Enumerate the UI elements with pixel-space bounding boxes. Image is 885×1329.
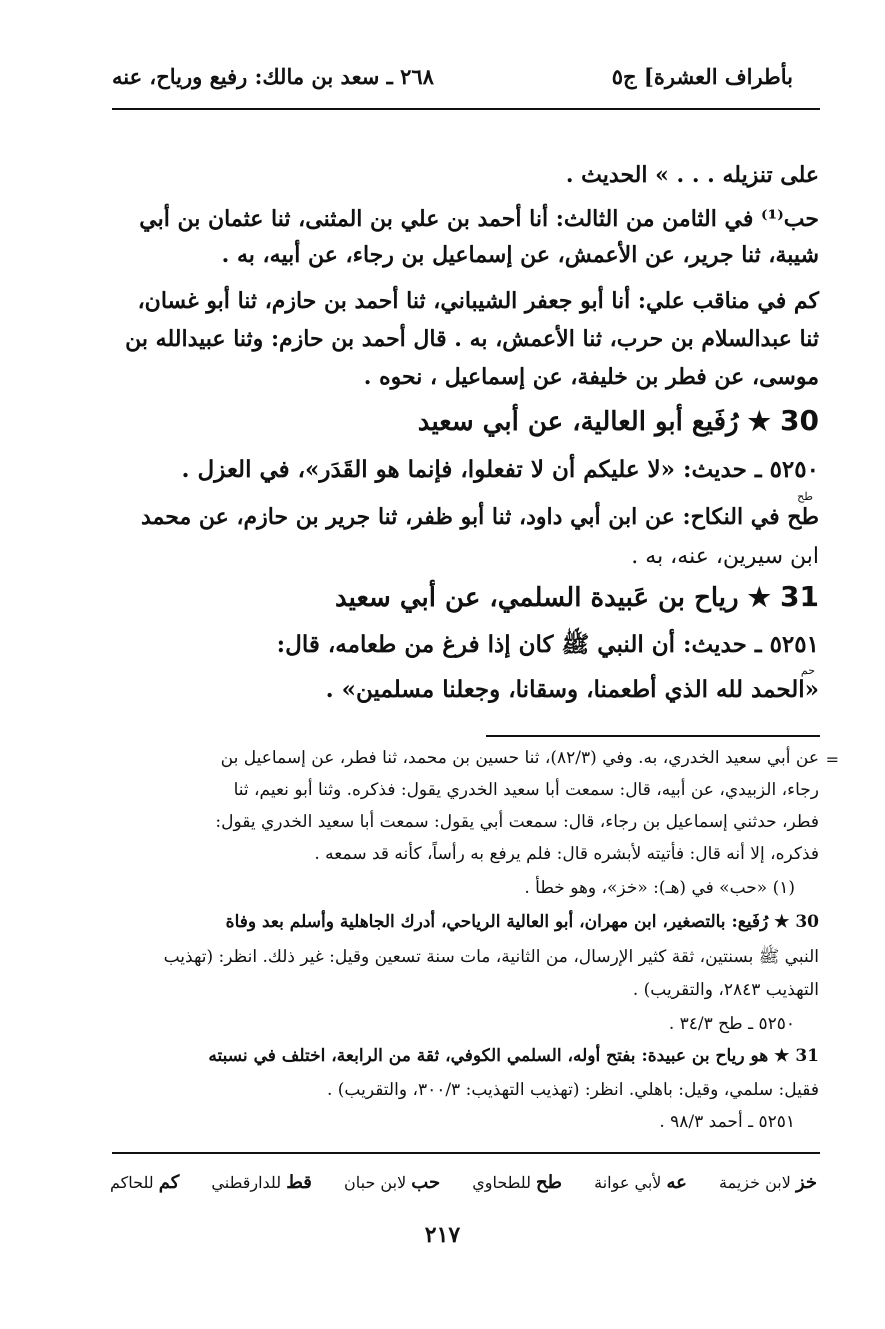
body-line: شيبة، ثنا جرير، عن الأعمش، عن إسماعيل بن رجاء، عن أبيه، به .: [221, 242, 819, 268]
legend-item: قط للدارقطني: [211, 1172, 312, 1193]
footnote-line: التهذيب ٢٨٤٣، والتقريب) .: [632, 980, 819, 1000]
footnote-line: 31 ★ هو رياح بن عبيدة: بفتح أوله، السلمي الكوفي، ثقة من الرابعة، اختلف في نسبته: [208, 1046, 819, 1066]
body-line: ثنا عبدالسلام بن حرب، ثنا الأعمش، به . قال أحمد بن حازم: وثنا عبيدالله بن: [125, 326, 819, 352]
star-icon: ★: [747, 583, 771, 613]
legend-item: كم للحاكم: [110, 1172, 180, 1193]
entry-30-heading: [418, 404, 819, 437]
header-rule: [112, 108, 820, 110]
legend-item: عه لأبي عوانة: [594, 1172, 687, 1193]
page-number: ٢١٧: [424, 1222, 461, 1248]
body-line: ابن سيرين، عنه، به .: [631, 544, 819, 569]
continuation-mark: =: [825, 750, 839, 769]
hadith-5251: ٥٢٥١ ـ حديث: أن النبي ﷺ كان إذا فرغ من طعامه، قال:: [276, 631, 819, 658]
entry-title: رياح بن عَبيدة السلمي، عن أبي سعيد: [334, 583, 739, 613]
footnote-rule: [486, 735, 820, 737]
hadith-5250: ٥٢٥٠ ـ حديث: «لا عليكم أن لا تفعلوا، فإنما هو القَدَر»، في العزل .: [181, 456, 819, 483]
abbreviation-legend: [110, 1172, 817, 1193]
footnote-line: فطر، حدثني إسماعيل بن رجاء، قال: سمعت أبي يقول: سمعت أبا سعيد الخدري يقول:: [215, 812, 819, 832]
body-line: طح في النكاح: عن ابن أبي داود، ثنا أبو ظفر، ثنا جرير بن حازم، عن محمد: [141, 504, 819, 530]
body-line: على تنزيله . . . » الحديث .: [565, 162, 819, 188]
running-header-volume: بأطراف العشرة] ج٥: [611, 64, 793, 89]
legend-rule: [112, 1152, 820, 1154]
star-icon: ★: [747, 407, 771, 437]
footnote-line: فذكره، إلا أنه قال: فأتيته لأبشره قال: فلم يرفع به رأساً، كأنه قد سمعه .: [314, 844, 819, 864]
footnote-line: ٥٢٥١ ـ أحمد ٩٨/٣ .: [659, 1112, 795, 1132]
running-header-section: ٢٦٨ ـ سعد بن مالك: رفيع ورياح، عنه: [112, 64, 434, 89]
footnote-line: عن أبي سعيد الخدري، به. وفي (٨٢/٣)، ثنا حسين بن محمد، ثنا فطر، عن إسماعيل بن: [220, 748, 819, 768]
footnote-line: ٥٢٥٠ ـ طح ٣٤/٣ .: [668, 1014, 795, 1034]
body-line: موسى، عن فطر بن خليفة، عن إسماعيل ، نحوه .: [363, 364, 819, 390]
footnote-line: رجاء، الزبيدي، عن أبيه، قال: سمعت أبا سعيد الخدري يقول: فذكره. وثنا أبو نعيم، ثنا: [233, 780, 819, 800]
body-line: حب⁽¹⁾ في الثامن من الثالث: أنا أحمد بن علي بن المثنى، ثنا عثمان بن أبي: [139, 206, 819, 232]
legend-item: حب لابن حبان: [344, 1172, 441, 1193]
footnote-line: فقيل: سلمي، وقيل: باهلي. انظر: (تهذيب التهذيب: ٣٠٠/٣، والتقريب) .: [326, 1080, 819, 1100]
legend-item: خز لابن خزيمة: [719, 1172, 817, 1193]
legend-item: طح للطحاوي: [472, 1172, 562, 1193]
hadith-text: «الحمد لله الذي أطعمنا، وسقانا، وجعلنا مسلمين» .: [325, 676, 819, 703]
footnote-line: (١) «حب» في (هـ): «خز»، وهو خطأ .: [524, 878, 795, 898]
entry-title: رُفَيع أبو العالية، عن أبي سعيد: [417, 407, 739, 437]
footnote-line: النبي ﷺ بسنتين، ثقة كثير الإرسال، من الثانية، مات سنة تسعين وقيل: غير ذلك. انظر: (تهذيب: [163, 947, 819, 967]
entry-31-heading: [335, 580, 819, 613]
entry-number: 31: [780, 580, 819, 613]
body-line: كم في مناقب علي: أنا أبو جعفر الشيباني، ثنا أحمد بن حازم، ثنا أبو غسان،: [137, 288, 819, 314]
entry-number: 30: [780, 404, 819, 437]
footnote-line: 30 ★ رُفَيع: بالتصغير، ابن مهران، أبو العالية الرياحي، أدرك الجاهلية وأسلم بعد وفاة: [225, 912, 819, 932]
source-mark: حم: [800, 664, 815, 677]
source-mark: طح: [797, 490, 813, 503]
